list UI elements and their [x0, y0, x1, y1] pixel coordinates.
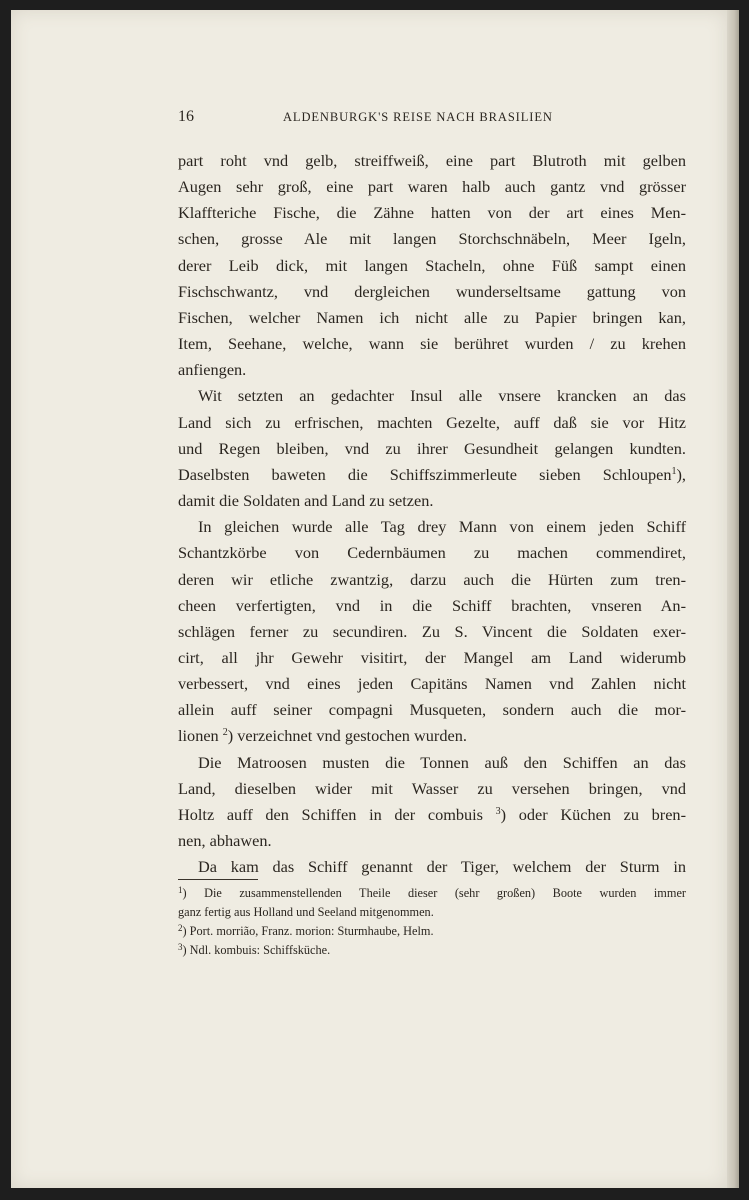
footnote-text: ) Die zusammenstellenden Theile dieser (sehr großen) Boote wurden immer: [182, 886, 686, 900]
text-line: Fischen, welcher Namen ich nicht alle zu Papier bringen kan,: [178, 307, 686, 327]
footnote-text: ganz fertig aus Holland und Seeland mitgenommen.: [178, 905, 434, 919]
footnotes: [178, 884, 686, 960]
footnote-ref-1: 1: [671, 465, 677, 477]
text-line: [178, 802, 686, 828]
footnote-3: [178, 941, 686, 960]
paragraph-3: [178, 514, 686, 749]
paragraph-5: [178, 854, 686, 880]
footnote-mark: 3: [178, 942, 183, 952]
text-line: cirt, all jhr Gewehr visitirt, der Mangel am Land widerumb: [178, 647, 686, 667]
text-line: cheen verfertigten, vnd in die Schiff brachten, vnseren An-: [178, 595, 686, 615]
text-line: [178, 462, 686, 488]
footnote-rule: [178, 879, 258, 880]
paragraph-4: [178, 750, 686, 855]
text-line: Klaffteriche Fische, die Zähne hatten von der art eines Men-: [178, 203, 686, 223]
text-line: Die Matroosen musten die Tonnen auß den Schiffen an das: [198, 752, 686, 772]
footnote-text: ) Port. morrião, Franz. morion: Sturmhaube, Helm.: [182, 924, 434, 938]
text-line: In gleichen wurde alle Tag drey Mann von einem jeden Schiff: [198, 517, 686, 537]
text-line: part roht vnd gelb, streiffweiß, eine part Blutroth mit gelben: [178, 151, 686, 170]
text-line: nen, abhawen.: [178, 831, 272, 851]
text-line: Land sich zu erfrischen, machten Gezelte, auff daß sie vor Hitz: [178, 412, 686, 432]
page-edge: [727, 10, 739, 1188]
text-line: Fischschwantz, vnd dergleichen wunderseltsame gattung von: [178, 281, 686, 301]
text-fragment: ) oder Küchen zu bren-: [500, 804, 686, 824]
footnote-mark: 2: [178, 923, 183, 933]
footnote-1-continued: [178, 903, 686, 922]
text-line: verbessert, vnd eines jeden Capitäns Namen vnd Zahlen nicht: [178, 674, 686, 694]
footnote-ref-2: 2: [222, 727, 228, 739]
text-line: Schantzkörbe von Cedernbäumen zu machen commendiret,: [178, 543, 686, 563]
running-head: [178, 108, 590, 130]
text-fragment: Holtz auff den Schiffen in der combuis: [178, 804, 496, 824]
page-number: 16: [178, 108, 194, 125]
text-line: Land, dieselben wider mit Wasser zu versehen bringen, vnd: [178, 778, 686, 798]
text-fragment: ),: [676, 464, 686, 484]
text-line: schlägen ferner zu secundiren. Zu S. Vincent die Soldaten exer-: [178, 621, 686, 641]
text-line: allein auff seiner compagni Musqueten, sondern auch die mor-: [178, 700, 686, 720]
paragraph-1: [178, 148, 686, 383]
text-fragment: lionen: [178, 726, 223, 746]
footnote-2: [178, 922, 686, 941]
text-line: Da kam das Schiff genannt der Tiger, welchem der Sturm in: [198, 857, 686, 877]
text-fragment: Daselbsten baweten die Schiffszimmerleute sieben Schloupen: [178, 464, 672, 484]
text-line: [178, 723, 686, 749]
footnote-text: ) Ndl. kombuis: Schiffsküche.: [182, 943, 331, 957]
text-line: Item, Seehane, welche, wann sie berühret wurden / zu krehen: [178, 334, 686, 354]
text-line: und Regen bleiben, vnd zu ihrer Gesundheit gelangen kundten.: [178, 438, 686, 458]
footnote-mark: 1: [178, 885, 183, 895]
footnote-ref-3: 3: [495, 805, 501, 817]
text-line: derer Leib dick, mit langen Stacheln, ohne Füß sampt einen: [178, 255, 686, 275]
body-text: [178, 148, 686, 880]
text-line: anfiengen.: [178, 360, 247, 380]
text-line: damit die Soldaten and Land zu setzen.: [178, 491, 434, 511]
text-fragment: ) verzeichnet vnd gestochen wurden.: [227, 726, 467, 746]
paragraph-2: [178, 383, 686, 514]
text-line: Augen sehr groß, eine part waren halb auch gantz vnd grösser: [178, 177, 686, 197]
text-line: Wit setzten an gedachter Insul alle vnsere krancken an das: [198, 386, 686, 406]
running-title: ALDENBURGK'S REISE NACH BRASILIEN: [283, 110, 553, 124]
text-line: deren wir etliche zwantzig, darzu auch die Hürten zum tren-: [178, 569, 686, 589]
footnote-1: [178, 884, 686, 903]
text-line: schen, grosse Ale mit langen Storchschnäbeln, Meer Igeln,: [178, 229, 686, 249]
